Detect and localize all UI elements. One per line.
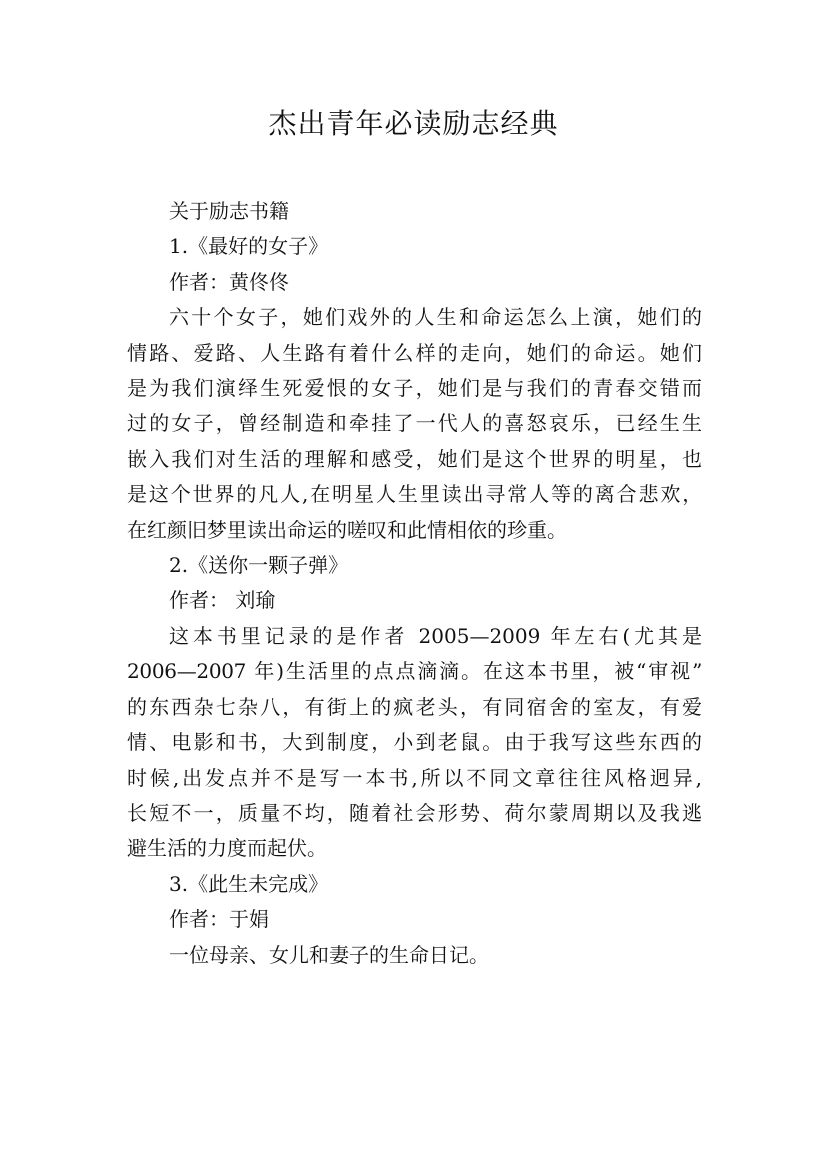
paragraph-line: 的东西杂七杂八，有街上的疯老头，有同宿舍的室友，有爱	[127, 694, 702, 719]
paragraph-line: 在红颜旧梦里读出命运的嗟叹和此情相依的珍重。	[127, 517, 567, 542]
paragraph-line: 2006—2007 年)生活里的点点滴滴。在这本书里，被“审视”	[127, 659, 702, 684]
book-author-2: 作者： 刘瑜	[169, 588, 276, 613]
paragraph-line: 情路、爱路、人生路有着什么样的走向，她们的命运。她们	[127, 340, 702, 365]
paragraph-line: 避生活的力度而起伏。	[127, 836, 327, 861]
book-author-1: 作者：黄佟佟	[169, 269, 289, 294]
paragraph-line: 过的女子，曾经制造和牵挂了一代人的喜怒哀乐，已经生生	[127, 411, 702, 436]
book-author-3: 作者：于娟	[169, 907, 269, 932]
paragraph-line: 一位母亲、女儿和妻子的生命日记。	[169, 942, 489, 967]
paragraph-line: 是这个世界的凡人,在明星人生里读出寻常人等的离合悲欢，	[127, 482, 702, 507]
book-title-3: 3.《此生未完成》	[169, 871, 329, 896]
paragraph-line: 时候,出发点并不是写一本书,所以不同文章往往风格迥异,	[127, 765, 702, 790]
book-title-2: 2.《送你一颗子弹》	[169, 553, 349, 578]
paragraph-line: 情、电影和书，大到制度，小到老鼠。由于我写这些东西的	[127, 730, 702, 755]
document-body	[127, 194, 702, 973]
paragraph-line: 六十个女子，她们戏外的人生和命运怎么上演，她们的	[169, 305, 702, 330]
document-title: 杰出青年必读励志经典	[268, 107, 559, 140]
book-title-1: 1.《最好的女子》	[169, 234, 329, 259]
paragraph-line: 这本书里记录的是作者 2005—2009 年左右(尤其是	[169, 623, 702, 648]
paragraph-line: 嵌入我们对生活的理解和感受，她们是这个世界的明星，也	[127, 446, 702, 471]
paragraph-line: 长短不一，质量不均，随着社会形势、荷尔蒙周期以及我逃	[127, 800, 702, 825]
section-heading: 关于励志书籍	[169, 199, 289, 223]
paragraph-line: 是为我们演绎生死爱恨的女子，她们是与我们的青春交错而	[127, 376, 702, 401]
